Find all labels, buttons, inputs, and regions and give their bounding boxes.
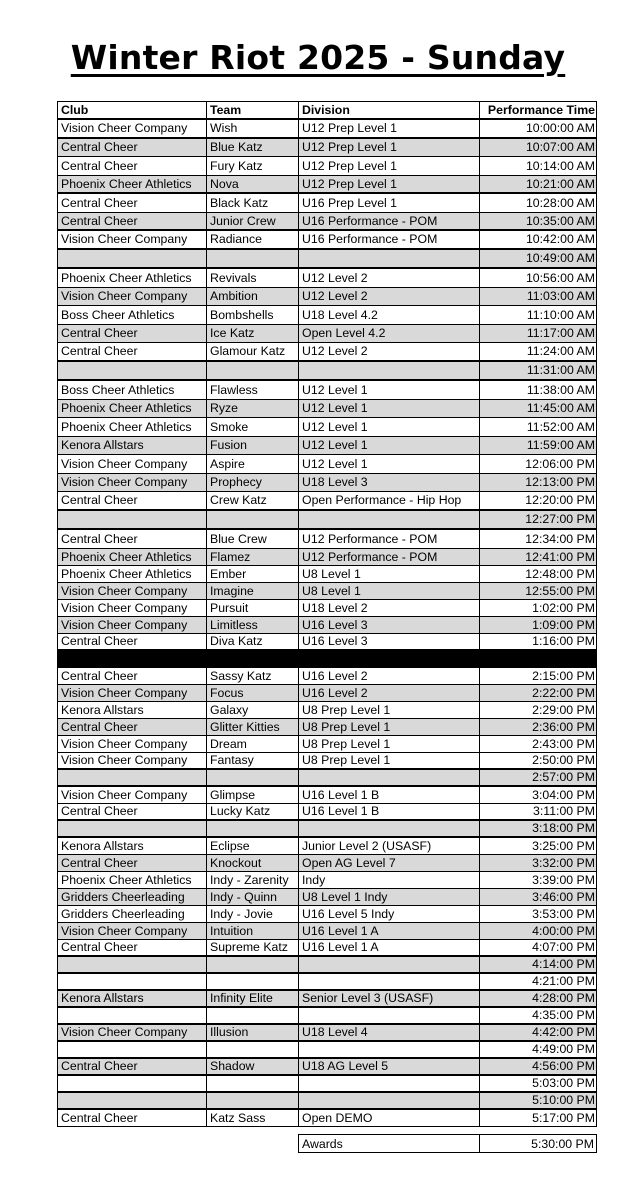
division-cell bbox=[299, 1042, 480, 1057]
table-row bbox=[57, 231, 597, 250]
team-cell: Ambition bbox=[207, 288, 299, 305]
table-row bbox=[57, 120, 597, 139]
time-cell: 10:42:00 AM bbox=[525, 232, 595, 247]
team-cell: Prophecy bbox=[207, 474, 299, 491]
team-cell: Ryze bbox=[207, 400, 299, 417]
division-cell: U18 Level 3 bbox=[299, 474, 480, 491]
club-cell: Phoenix Cheer Athletics bbox=[58, 418, 207, 436]
division-cell: U16 Level 1 B bbox=[299, 787, 480, 803]
team-cell: Fusion bbox=[207, 437, 299, 454]
table-row bbox=[57, 991, 597, 1008]
table-row bbox=[57, 566, 597, 583]
table-row bbox=[57, 492, 597, 511]
table-row bbox=[57, 1110, 597, 1127]
time-cell: 1:16:00 PM bbox=[532, 634, 595, 649]
club-cell: Central Cheer bbox=[58, 634, 207, 649]
division-cell: U8 Prep Level 1 bbox=[299, 753, 480, 768]
club-cell: Central Cheer bbox=[58, 139, 207, 156]
table-row bbox=[57, 736, 597, 753]
division-cell: U8 Level 1 bbox=[299, 566, 480, 582]
time-cell: 4:49:00 PM bbox=[532, 1042, 595, 1057]
division-cell: U16 Prep Level 1 bbox=[299, 194, 480, 212]
table-row bbox=[57, 1042, 597, 1059]
time-cell: 11:24:00 AM bbox=[526, 344, 595, 359]
division-cell: U12 Performance - POM bbox=[299, 530, 480, 548]
table-header-row bbox=[57, 101, 597, 120]
division-cell bbox=[299, 821, 480, 836]
club-cell: Vision Cheer Company bbox=[58, 787, 207, 803]
division-cell: U12 Prep Level 1 bbox=[299, 176, 480, 192]
division-cell: U12 Level 2 bbox=[299, 269, 480, 287]
club-cell: Vision Cheer Company bbox=[58, 1025, 207, 1040]
team-cell: Indy - Zarenity bbox=[207, 872, 299, 888]
club-cell: Vision Cheer Company bbox=[58, 231, 207, 248]
table-row bbox=[57, 872, 597, 889]
club-cell: Vision Cheer Company bbox=[58, 120, 207, 137]
table-row bbox=[57, 583, 597, 600]
time-cell: 1:09:00 PM bbox=[532, 617, 595, 632]
header-team: Team bbox=[207, 102, 299, 118]
club-cell: Kenora Allstars bbox=[58, 702, 207, 718]
time-cell: 11:03:00 AM bbox=[526, 289, 595, 304]
team-cell: Flamez bbox=[207, 549, 299, 565]
team-cell: Nova bbox=[207, 176, 299, 192]
team-cell: Infinity Elite bbox=[207, 991, 299, 1006]
table-row bbox=[57, 634, 597, 651]
team-cell: Black Katz bbox=[207, 194, 299, 212]
team-cell: Fury Katz bbox=[207, 157, 299, 175]
time-cell: 11:52:00 AM bbox=[526, 419, 595, 434]
division-cell: U12 Level 1 bbox=[299, 418, 480, 436]
division-cell: U12 Prep Level 1 bbox=[299, 120, 480, 137]
club-cell: Phoenix Cheer Athletics bbox=[58, 269, 207, 287]
team-cell bbox=[207, 250, 299, 267]
time-cell: 12:20:00 PM bbox=[525, 493, 595, 508]
division-cell: U16 Level 5 Indy bbox=[299, 906, 480, 922]
table-row bbox=[57, 617, 597, 634]
table-row bbox=[57, 668, 597, 685]
club-cell: Phoenix Cheer Athletics bbox=[58, 549, 207, 565]
time-cell: 3:18:00 PM bbox=[532, 821, 595, 836]
team-cell: Diva Katz bbox=[207, 634, 299, 649]
club-cell: Vision Cheer Company bbox=[58, 474, 207, 491]
time-cell: 4:56:00 PM bbox=[532, 1059, 595, 1074]
team-cell: Revivals bbox=[207, 269, 299, 287]
time-cell: 2:57:00 PM bbox=[532, 770, 595, 785]
club-cell: Boss Cheer Athletics bbox=[58, 381, 207, 399]
team-cell: Crew Katz bbox=[207, 492, 299, 509]
club-cell: Central Cheer bbox=[58, 194, 207, 212]
division-cell: U12 Prep Level 1 bbox=[299, 157, 480, 175]
team-cell: Junior Crew bbox=[207, 213, 299, 229]
club-cell: Vision Cheer Company bbox=[58, 736, 207, 752]
team-cell: Wish bbox=[207, 120, 299, 137]
division-cell: U18 Level 4.2 bbox=[299, 306, 480, 324]
time-cell: 4:35:00 PM bbox=[532, 1008, 595, 1023]
club-cell: Vision Cheer Company bbox=[58, 583, 207, 599]
division-cell: U12 Level 1 bbox=[299, 400, 480, 417]
division-cell: U16 Level 1 A bbox=[299, 940, 480, 955]
table-row bbox=[57, 194, 597, 213]
division-cell bbox=[299, 770, 480, 785]
time-cell: 3:11:00 PM bbox=[533, 804, 595, 819]
time-cell: 2:43:00 PM bbox=[532, 736, 595, 751]
team-cell bbox=[207, 770, 299, 785]
team-cell: Pursuit bbox=[207, 600, 299, 616]
time-cell: 5:10:00 PM bbox=[532, 1093, 595, 1108]
time-cell: 2:29:00 PM bbox=[532, 702, 595, 717]
team-cell: Bombshells bbox=[207, 306, 299, 324]
club-cell: Vision Cheer Company bbox=[58, 455, 207, 473]
team-cell: Radiance bbox=[207, 231, 299, 248]
division-cell: Open DEMO bbox=[299, 1110, 480, 1126]
table-row bbox=[57, 821, 597, 838]
time-cell: 4:07:00 PM bbox=[532, 940, 595, 955]
table-row bbox=[57, 549, 597, 566]
table-row bbox=[57, 455, 597, 474]
time-cell: 11:17:00 AM bbox=[526, 326, 595, 341]
team-cell: Indy - Quinn bbox=[207, 889, 299, 905]
club-cell: Central Cheer bbox=[58, 530, 207, 548]
club-cell bbox=[58, 1042, 207, 1057]
time-cell: 12:06:00 PM bbox=[525, 456, 595, 471]
table-row bbox=[57, 343, 597, 362]
time-cell: 12:27:00 PM bbox=[525, 512, 595, 527]
division-cell bbox=[299, 250, 480, 267]
team-cell: Ember bbox=[207, 566, 299, 582]
team-cell bbox=[207, 1008, 299, 1023]
division-cell: Junior Level 2 (USASF) bbox=[299, 838, 480, 854]
table-row bbox=[57, 1093, 597, 1110]
team-cell: Galaxy bbox=[207, 702, 299, 718]
team-cell: Blue Crew bbox=[207, 530, 299, 548]
time-cell: 4:42:00 PM bbox=[532, 1025, 595, 1040]
team-cell bbox=[207, 974, 299, 989]
club-cell: Vision Cheer Company bbox=[58, 923, 207, 939]
division-cell: Indy bbox=[299, 872, 480, 888]
time-cell: 1:02:00 PM bbox=[532, 600, 595, 615]
table-row bbox=[57, 437, 597, 455]
division-cell: U12 Performance - POM bbox=[299, 549, 480, 565]
awards-row bbox=[298, 1134, 597, 1153]
division-cell: U16 Level 3 bbox=[299, 617, 480, 633]
table-row bbox=[57, 1076, 597, 1093]
awards-time: 5:30:00 PM bbox=[531, 1136, 594, 1151]
division-cell: U16 Performance - POM bbox=[299, 213, 480, 229]
table-row bbox=[57, 400, 597, 418]
team-cell: Blue Katz bbox=[207, 139, 299, 156]
awards-label: Awards bbox=[299, 1135, 480, 1152]
table-row bbox=[57, 974, 597, 991]
team-cell: Smoke bbox=[207, 418, 299, 436]
header-performance-time: Performance Time bbox=[487, 102, 595, 117]
table-row bbox=[57, 719, 597, 736]
club-cell: Phoenix Cheer Athletics bbox=[58, 176, 207, 192]
division-cell: U8 Prep Level 1 bbox=[299, 719, 480, 735]
time-cell: 11:38:00 AM bbox=[526, 382, 595, 397]
club-cell: Phoenix Cheer Athletics bbox=[58, 872, 207, 888]
time-cell: 3:53:00 PM bbox=[532, 906, 595, 921]
team-cell: Glitter Kitties bbox=[207, 719, 299, 735]
header-club: Club bbox=[58, 102, 207, 118]
club-cell: Central Cheer bbox=[58, 668, 207, 684]
time-cell: 12:48:00 PM bbox=[525, 566, 595, 581]
time-cell: 2:15:00 PM bbox=[532, 668, 595, 683]
team-cell: Fantasy bbox=[207, 753, 299, 768]
team-cell: Eclipse bbox=[207, 838, 299, 854]
club-cell: Phoenix Cheer Athletics bbox=[58, 400, 207, 417]
division-cell: U16 Level 2 bbox=[299, 668, 480, 684]
team-cell: Dream bbox=[207, 736, 299, 752]
club-cell bbox=[58, 362, 207, 379]
time-cell: 10:35:00 AM bbox=[525, 213, 595, 228]
time-cell: 3:04:00 PM bbox=[532, 787, 595, 802]
table-row bbox=[57, 702, 597, 719]
team-cell bbox=[207, 362, 299, 379]
club-cell: Central Cheer bbox=[58, 213, 207, 229]
team-cell bbox=[207, 1076, 299, 1091]
time-cell: 11:10:00 AM bbox=[526, 307, 595, 322]
division-cell: U12 Level 2 bbox=[299, 343, 480, 360]
time-cell: 11:31:00 AM bbox=[526, 363, 595, 378]
table-row bbox=[57, 753, 597, 770]
time-cell: 10:07:00 AM bbox=[525, 140, 595, 155]
division-cell: Senior Level 3 (USASF) bbox=[299, 991, 480, 1006]
table-row bbox=[57, 157, 597, 176]
club-cell bbox=[58, 821, 207, 836]
team-cell: Illusion bbox=[207, 1025, 299, 1040]
table-row bbox=[57, 213, 597, 231]
division-cell bbox=[299, 362, 480, 379]
club-cell: Vision Cheer Company bbox=[58, 753, 207, 768]
team-cell: Glimpse bbox=[207, 787, 299, 803]
time-cell: 2:50:00 PM bbox=[532, 753, 595, 768]
table-row bbox=[57, 288, 597, 306]
time-cell: 4:00:00 PM bbox=[532, 923, 595, 938]
header-division: Division bbox=[299, 102, 480, 118]
club-cell: Kenora Allstars bbox=[58, 991, 207, 1006]
division-cell: Open Level 4.2 bbox=[299, 325, 480, 342]
table-row bbox=[57, 889, 597, 906]
team-cell: Katz Sass bbox=[207, 1110, 299, 1126]
table-row bbox=[57, 787, 597, 804]
club-cell bbox=[58, 511, 207, 528]
time-cell: 11:45:00 AM bbox=[526, 401, 595, 416]
team-cell: Glamour Katz bbox=[207, 343, 299, 360]
division-cell: U8 Prep Level 1 bbox=[299, 702, 480, 718]
table-row bbox=[57, 530, 597, 549]
team-cell: Sassy Katz bbox=[207, 668, 299, 684]
division-cell: U12 Level 1 bbox=[299, 437, 480, 454]
club-cell bbox=[58, 1008, 207, 1023]
division-cell: U12 Level 2 bbox=[299, 288, 480, 305]
team-cell bbox=[207, 511, 299, 528]
time-cell: 12:41:00 PM bbox=[525, 549, 595, 564]
time-cell: 12:55:00 PM bbox=[525, 583, 595, 598]
club-cell: Vision Cheer Company bbox=[58, 288, 207, 305]
club-cell: Central Cheer bbox=[58, 1059, 207, 1074]
club-cell: Central Cheer bbox=[58, 855, 207, 871]
division-cell bbox=[299, 974, 480, 989]
club-cell: Central Cheer bbox=[58, 492, 207, 509]
division-cell: Open AG Level 7 bbox=[299, 855, 480, 871]
division-cell: U12 Level 1 bbox=[299, 455, 480, 473]
division-cell: U16 Performance - POM bbox=[299, 231, 480, 248]
club-cell: Boss Cheer Athletics bbox=[58, 306, 207, 324]
team-cell: Imagine bbox=[207, 583, 299, 599]
team-cell: Shadow bbox=[207, 1059, 299, 1074]
club-cell bbox=[58, 1076, 207, 1091]
club-cell bbox=[58, 250, 207, 267]
time-cell: 3:32:00 PM bbox=[532, 855, 595, 870]
time-cell: 10:00:00 AM bbox=[525, 121, 595, 136]
table-row bbox=[57, 838, 597, 855]
team-cell: Supreme Katz bbox=[207, 940, 299, 955]
team-cell: Intuition bbox=[207, 923, 299, 939]
club-cell: Vision Cheer Company bbox=[58, 600, 207, 616]
time-cell: 12:34:00 PM bbox=[525, 531, 595, 546]
division-cell bbox=[299, 511, 480, 528]
team-cell: Aspire bbox=[207, 455, 299, 473]
table-row bbox=[57, 139, 597, 157]
schedule-table bbox=[57, 101, 597, 1127]
time-cell: 11:59:00 AM bbox=[526, 438, 595, 453]
table-row bbox=[57, 306, 597, 325]
team-cell: Lucky Katz bbox=[207, 804, 299, 819]
page-title: Winter Riot 2025 - Sunday bbox=[70, 38, 566, 77]
club-cell: Central Cheer bbox=[58, 157, 207, 175]
division-cell: U12 Level 1 bbox=[299, 381, 480, 399]
table-row bbox=[57, 1025, 597, 1042]
break-row bbox=[57, 651, 597, 668]
table-row bbox=[57, 957, 597, 974]
time-cell: 4:14:00 PM bbox=[532, 957, 595, 972]
club-cell: Central Cheer bbox=[58, 719, 207, 735]
division-cell: U18 AG Level 5 bbox=[299, 1059, 480, 1074]
table-row bbox=[57, 381, 597, 400]
time-cell: 10:21:00 AM bbox=[525, 176, 595, 191]
team-cell: Ice Katz bbox=[207, 325, 299, 342]
division-cell: U8 Level 1 bbox=[299, 583, 480, 599]
table-row bbox=[57, 269, 597, 288]
table-row bbox=[57, 325, 597, 343]
time-cell: 3:25:00 PM bbox=[532, 838, 595, 853]
club-cell bbox=[58, 770, 207, 785]
team-cell: Limitless bbox=[207, 617, 299, 633]
time-cell: 2:36:00 PM bbox=[532, 719, 595, 734]
time-cell: 3:46:00 PM bbox=[532, 889, 595, 904]
division-cell: U16 Level 3 bbox=[299, 634, 480, 649]
division-cell: U16 Level 1 A bbox=[299, 923, 480, 939]
division-cell: Open Performance - Hip Hop bbox=[299, 492, 480, 509]
table-row bbox=[57, 418, 597, 437]
club-cell: Phoenix Cheer Athletics bbox=[58, 566, 207, 582]
table-row bbox=[57, 685, 597, 702]
club-cell bbox=[58, 957, 207, 972]
table-row bbox=[57, 906, 597, 923]
team-cell bbox=[207, 1042, 299, 1057]
club-cell: Central Cheer bbox=[58, 1110, 207, 1126]
table-row bbox=[57, 176, 597, 194]
time-cell: 4:21:00 PM bbox=[532, 974, 595, 989]
table-row bbox=[57, 923, 597, 940]
time-cell: 10:56:00 AM bbox=[525, 270, 595, 285]
time-cell: 10:49:00 AM bbox=[525, 251, 595, 266]
table-row bbox=[57, 600, 597, 617]
club-cell: Central Cheer bbox=[58, 804, 207, 819]
division-cell bbox=[299, 957, 480, 972]
division-cell bbox=[299, 1008, 480, 1023]
time-cell: 5:17:00 PM bbox=[532, 1110, 595, 1125]
club-cell bbox=[58, 1093, 207, 1108]
club-cell: Kenora Allstars bbox=[58, 838, 207, 854]
team-cell bbox=[207, 1093, 299, 1108]
time-cell: 10:14:00 AM bbox=[525, 158, 595, 173]
team-cell: Indy - Jovie bbox=[207, 906, 299, 922]
club-cell: Gridders Cheerleading bbox=[58, 889, 207, 905]
table-row bbox=[57, 1059, 597, 1076]
time-cell: 12:13:00 PM bbox=[525, 475, 595, 490]
table-row bbox=[57, 770, 597, 787]
time-cell: 2:22:00 PM bbox=[532, 685, 595, 700]
club-cell: Gridders Cheerleading bbox=[58, 906, 207, 922]
division-cell: U8 Prep Level 1 bbox=[299, 736, 480, 752]
team-cell: Flawless bbox=[207, 381, 299, 399]
time-cell: 10:28:00 AM bbox=[525, 195, 595, 210]
division-cell: U18 Level 2 bbox=[299, 600, 480, 616]
table-row bbox=[57, 250, 597, 269]
division-cell bbox=[299, 1076, 480, 1091]
table-row bbox=[57, 474, 597, 492]
table-row bbox=[57, 855, 597, 872]
club-cell: Vision Cheer Company bbox=[58, 685, 207, 701]
club-cell: Central Cheer bbox=[58, 325, 207, 342]
division-cell: U16 Level 2 bbox=[299, 685, 480, 701]
table-row bbox=[57, 362, 597, 381]
team-cell: Focus bbox=[207, 685, 299, 701]
team-cell bbox=[207, 821, 299, 836]
division-cell: U18 Level 4 bbox=[299, 1025, 480, 1040]
club-cell: Central Cheer bbox=[58, 940, 207, 955]
table-row bbox=[57, 1008, 597, 1025]
club-cell: Kenora Allstars bbox=[58, 437, 207, 454]
table-row bbox=[57, 804, 597, 821]
division-cell: U16 Level 1 B bbox=[299, 804, 480, 819]
division-cell bbox=[299, 1093, 480, 1108]
club-cell bbox=[58, 974, 207, 989]
division-cell: U8 Level 1 Indy bbox=[299, 889, 480, 905]
table-row bbox=[57, 511, 597, 530]
team-cell bbox=[207, 957, 299, 972]
team-cell: Knockout bbox=[207, 855, 299, 871]
time-cell: 3:39:00 PM bbox=[532, 872, 595, 887]
time-cell: 4:28:00 PM bbox=[532, 991, 595, 1006]
division-cell: U12 Prep Level 1 bbox=[299, 139, 480, 156]
club-cell: Vision Cheer Company bbox=[58, 617, 207, 633]
club-cell: Central Cheer bbox=[58, 343, 207, 360]
table-row bbox=[57, 940, 597, 957]
time-cell: 5:03:00 PM bbox=[532, 1076, 595, 1091]
